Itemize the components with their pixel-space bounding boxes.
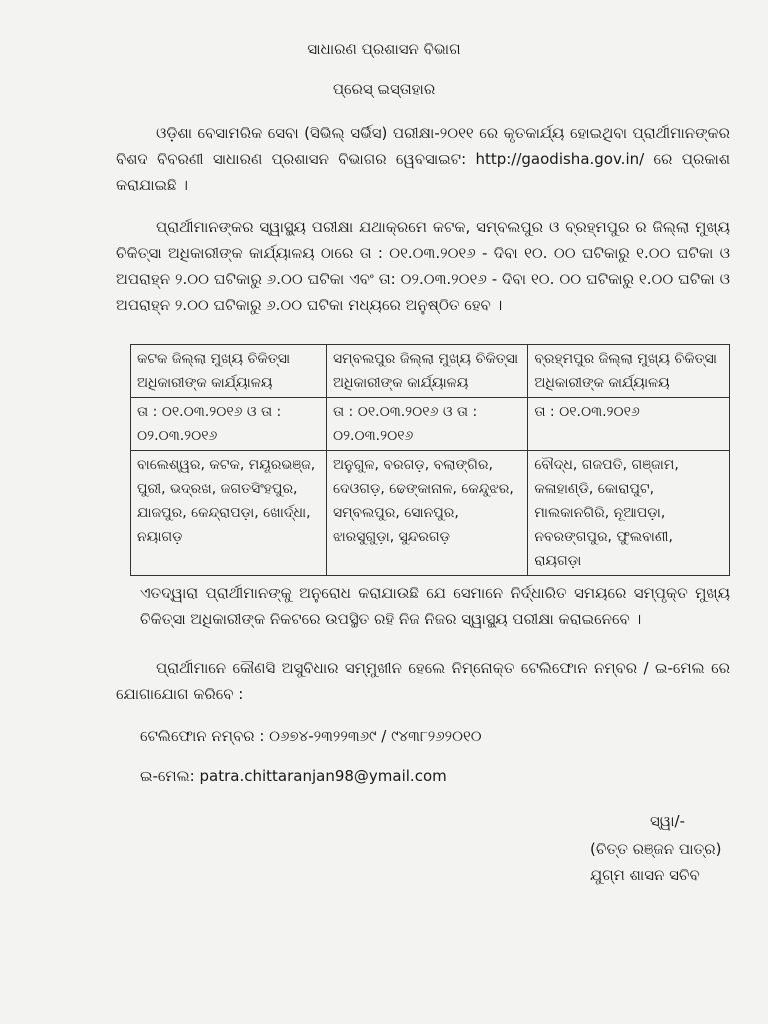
results-paragraph: ଓଡ଼ିଶା ବେସାମରିକ ସେବା (ସିଭିଲ୍ ସର୍ଭିସ) ପରୀକ୍ଷା-୨୦୧୧ ରେ କୃତକାର୍ଯ୍ୟ ହୋଇଥିବା ପ୍ରାର୍ଥୀମାନଙ୍କର ବିଶଦ ବିବରଣୀ ସାଧାରଣ ପ୍ରଶାସନ ବିଭାଗର ୱେବସାଇଟ: http://gaodisha.gov.in/ ରେ ପ୍ରକାଶ କରାଯାଇଛି । — [116, 124, 730, 194]
table-row — [131, 398, 730, 451]
department-heading: ସାଧାରଣ ପ୍ରଶାସନ ବିଭାଗ — [307, 40, 461, 58]
signatory-designation: ଯୁଗ୍ମ ଶାସନ ସଚିବ — [590, 866, 700, 884]
contact-paragraph: ପ୍ରାର୍ଥୀମାନେ କୌଣସି ଅସୁବିଧାର ସମ୍ମୁଖୀନ ହେଲେ ନିମ୍ନୋକ୍ତ ଟେଲିଫୋନ ନମ୍ବର / ଇ-ମେଲ ରେ ଯୋଗାଯୋଗ କରିବେ : — [116, 659, 730, 703]
table-districts-cell: ବୌଦ୍ଧ, ଗଜପତି, ଗଞ୍ଜାମ, କଳାହାଣ୍ଡି, କୋରାପୁଟ, ମାଲକାନଗିରି, ନୂଆପଡ଼ା, ନବରଙ୍ଗପୁର, ଫୁଲବାଣୀ, ରାୟଗଡ଼ା — [528, 451, 730, 576]
table-date-cell: ତା : ୦୧.୦୩.୨୦୧୬ ଓ ତା : ୦୨.୦୩.୨୦୧୬ — [131, 398, 327, 451]
signatory-name: (ଚିତ୍ତ ରଞ୍ଜନ ପାତ୍ର) — [590, 840, 722, 858]
table-districts-cell: ବାଲେଶ୍ୱର, କଟକ, ମୟୂରଭଞ୍ଜ, ପୁରୀ, ଭଦ୍ରଖ, ଜଗତସିଂହପୁର, ଯାଜପୁର, କେନ୍ଦ୍ରାପଡ଼ା, ଖୋର୍ଦ୍ଧା, ନୟାଗଡ଼ — [131, 451, 327, 576]
table-row — [131, 451, 730, 576]
table-date-cell: ତା : ୦୧.୦୩.୨୦୧୬ ଓ ତା : ୦୨.୦୩.୨୦୧୬ — [326, 398, 527, 451]
medical-exam-paragraph: ପ୍ରାର୍ଥୀମାନଙ୍କର ସ୍ୱାସ୍ଥ୍ୟ ପରୀକ୍ଷା ଯଥାକ୍ରମେ କଟକ, ସମ୍ବଲପୁର ଓ ବ୍ରହ୍ମପୁର ର ଜିଲ୍ଲା ମୁଖ୍ୟ ଚିକିତ୍ସା ଅଧିକାରୀଙ୍କ କାର୍ଯ୍ୟାଳୟ ଠାରେ ତା : ୦୧.୦୩.୨୦୧୬ - ଦିବା ୧୦. ୦୦ ଘଟିକାରୁ ୧.୦୦ ଘଟିକା ଓ ଅପରାହ୍ନ ୨.୦୦ ଘଟିକାରୁ ୬.୦୦ ଘଟିକା ଏବଂ ତା: ୦୨.୦୩.୨୦୧୬ - ଦିବା ୧୦. ୦୦ ଘଟିକାରୁ ୧.୦୦ ଘଟିକା ଓ ଅପରାହ୍ନ ୨.୦୦ ଘଟିକାରୁ ୬.୦୦ ଘଟିକା ମଧ୍ୟରେ ଅନୁଷ୍ଠିତ ହେବ । — [116, 218, 730, 314]
table-header-cell: ସମ୍ବଲପୁର ଜିଲ୍ଲା ମୁଖ୍ୟ ଚିକିତ୍ସା ଅଧିକାରୀଙ୍କ କାର୍ଯ୍ୟାଳୟ — [326, 345, 527, 398]
table-header-cell: ବ୍ରହ୍ମପୁର ଜିଲ୍ଲା ମୁଖ୍ୟ ଚିକିତ୍ସା ଅଧିକାରୀଙ୍କ କାର୍ଯ୍ୟାଳୟ — [528, 345, 730, 398]
exam-schedule-table — [130, 344, 730, 576]
phone-number: ଟେଲିଫୋନ ନମ୍ବର : ୦୬୭୪-୨୩୨୨୩୬୯ / ୯୪୩୮୨୬୨୦୧୦ — [140, 727, 482, 745]
table-date-cell: ତା : ୦୧.୦୩.୨୦୧୬ — [528, 398, 730, 451]
table-row — [131, 345, 730, 398]
table-header-cell: କଟକ ଜିଲ୍ଲା ମୁଖ୍ୟ ଚିକିତ୍ସା ଅଧିକାରୀଙ୍କ କାର୍ଯ୍ୟାଳୟ — [131, 345, 327, 398]
email-address: ଇ-ମେଲ: patra.chittaranjan98@ymail.com — [140, 767, 447, 785]
press-release-title: ପ୍ରେସ୍ ଇସ୍ତାହାର — [332, 80, 436, 98]
signature-sd: ସ୍ୱା/- — [650, 812, 685, 830]
request-paragraph: ଏତଦ୍ୱାରା ପ୍ରାର୍ଥୀମାନଙ୍କୁ ଅନୁରୋଧ କରାଯାଉଛି ଯେ ସେମାନେ ନିର୍ଦ୍ଧାରିତ ସମୟରେ ସମ୍ପୃକ୍ତ ମୁଖ୍ୟ ଚିକିତ୍ସା ଅଧିକାରୀଙ୍କ ନିକଟରେ ଉପସ୍ଥିତ ରହି ନିଜ ନିଜର ସ୍ୱାସ୍ଥ୍ୟ ପରୀକ୍ଷା କରାଇନେବେ । — [140, 584, 730, 628]
table-districts-cell: ଅନୁଗୁଳ, ବରଗଡ଼, ବଲାଙ୍ଗିର, ଦେଓଗଡ଼, ଢେଙ୍କାନାଳ, କେନ୍ଦୁଝର, ସମ୍ବଲପୁର, ସୋନପୁର, ଝାରସୁଗୁଡ଼ା, ସୁନ୍ଦରଗଡ଼ — [326, 451, 527, 576]
